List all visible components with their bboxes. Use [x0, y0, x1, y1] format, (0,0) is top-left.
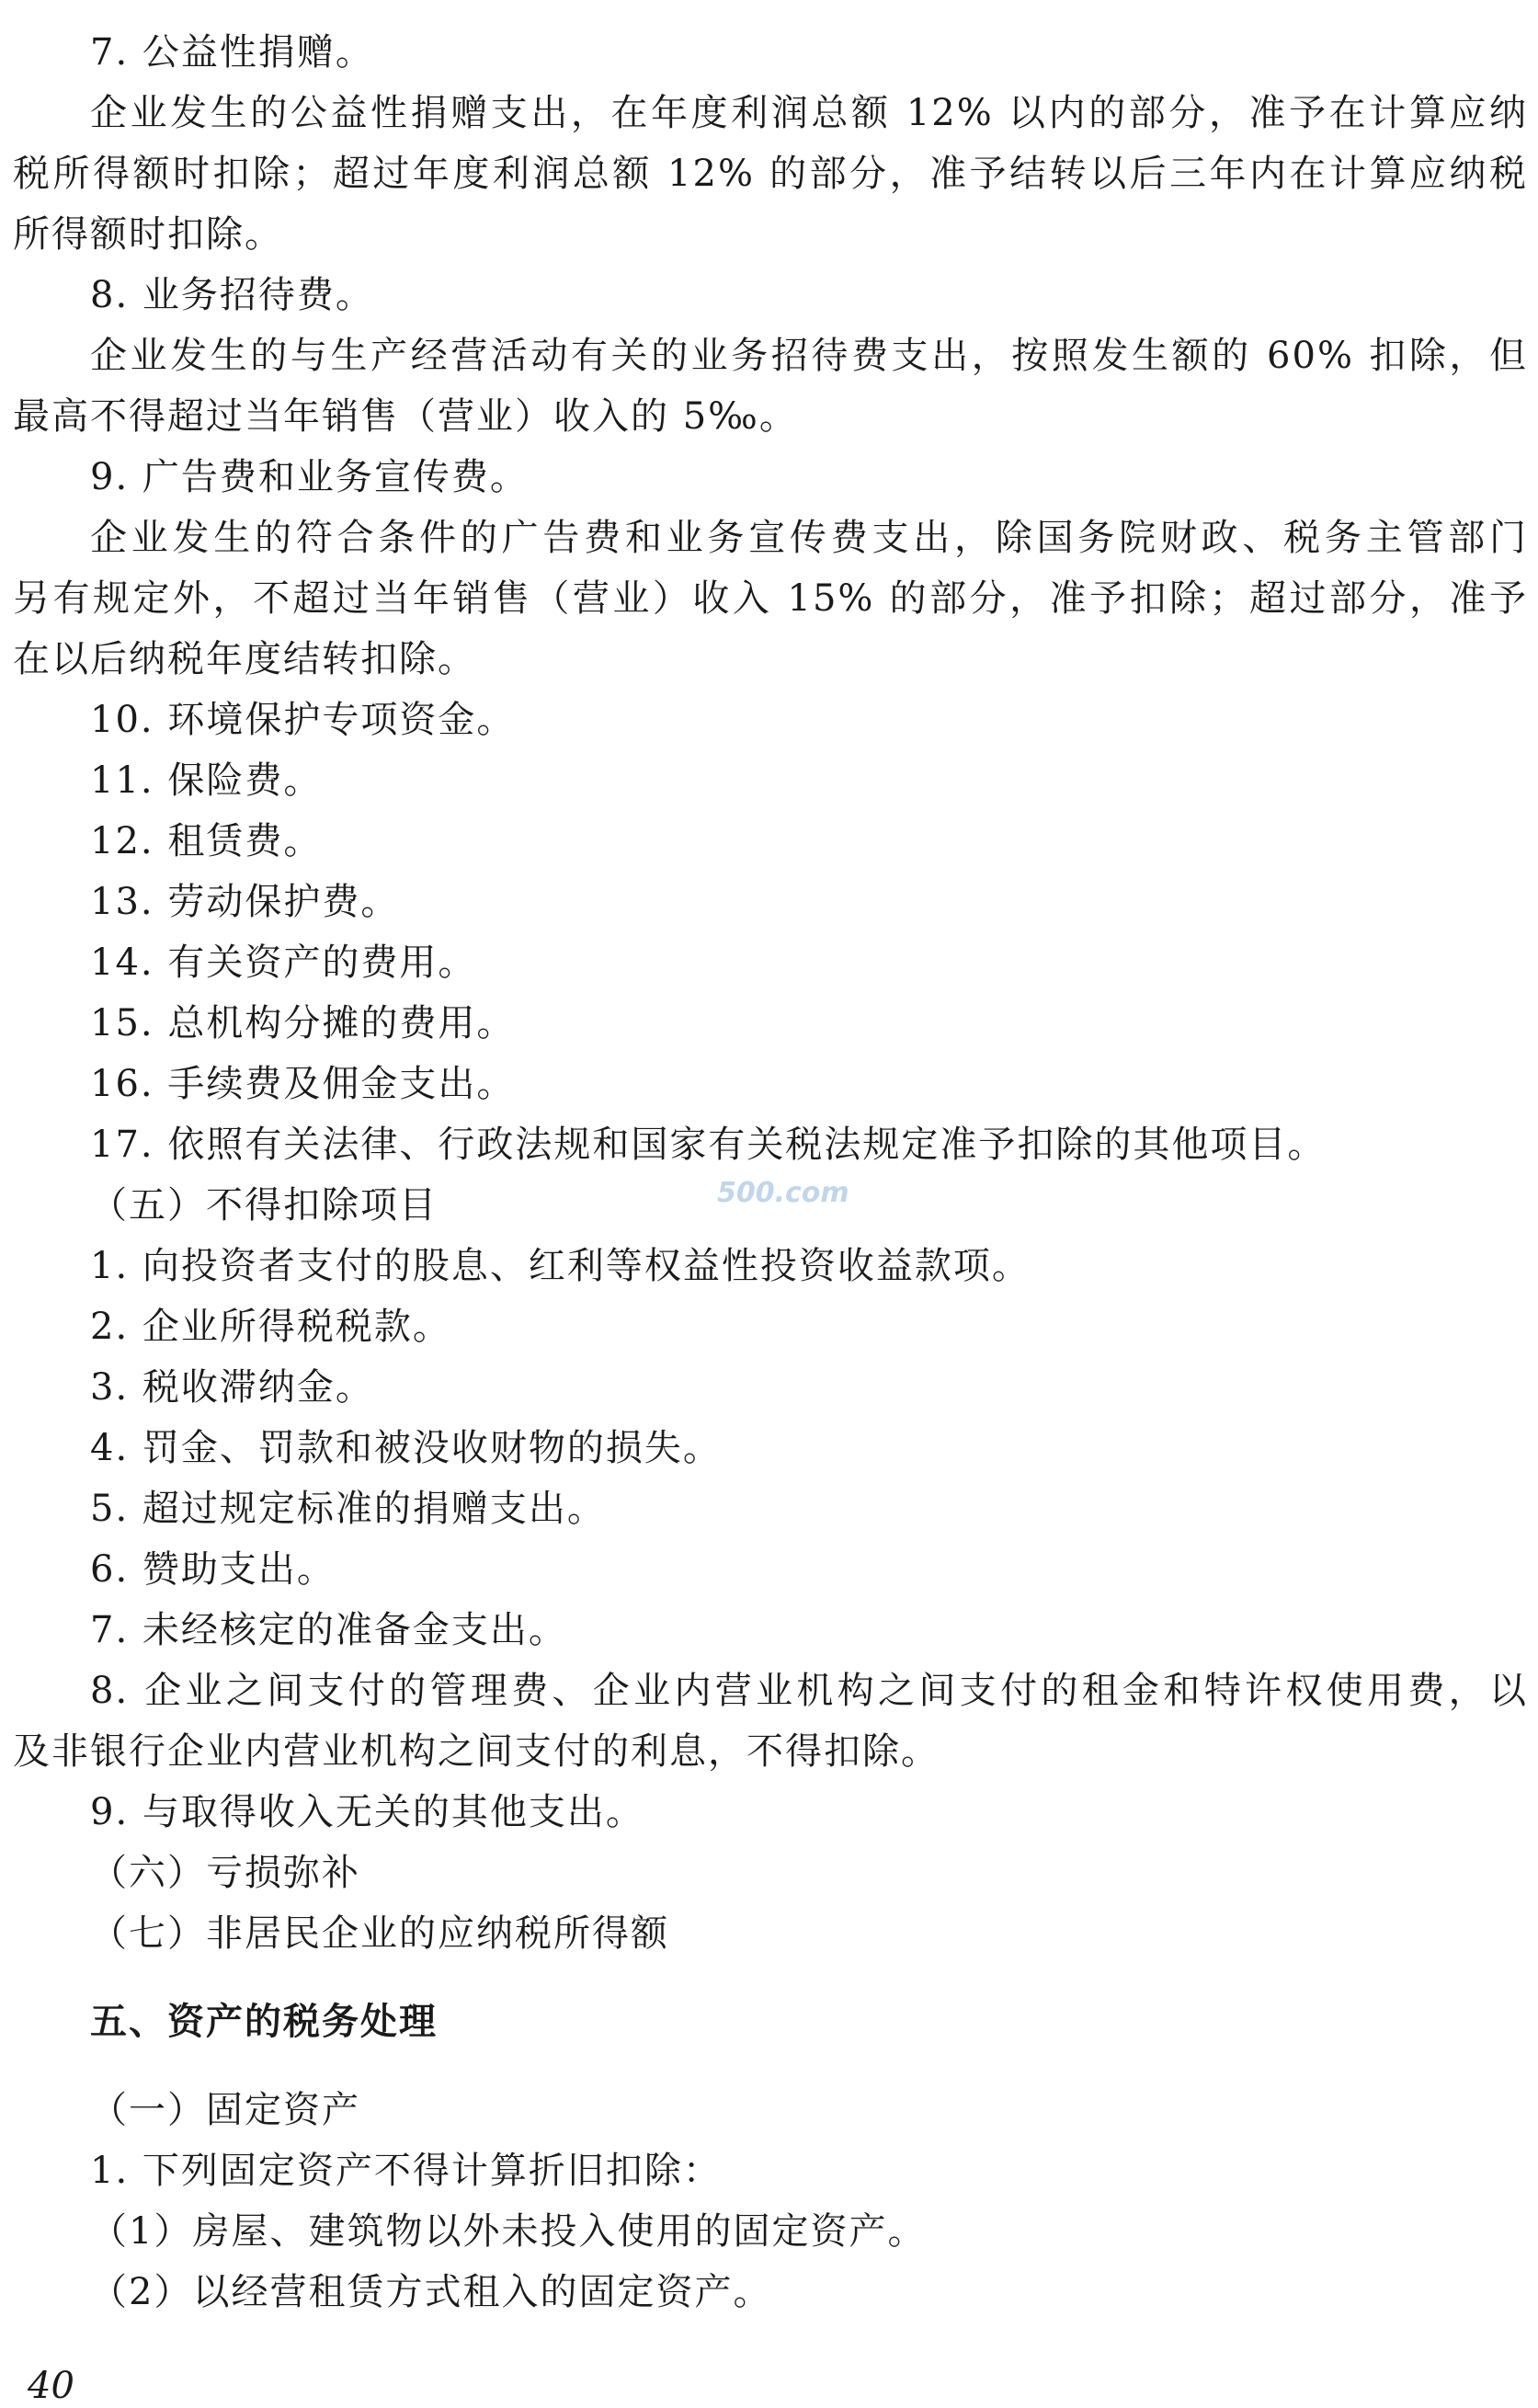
list-item: 4. 罚金、罚款和被没收财物的损失。 [90, 1427, 722, 1469]
subsection-heading: （一）固定资产 [90, 2089, 360, 2131]
subsection-heading: （六）亏损弥补 [90, 1852, 360, 1894]
list-item: 5. 超过规定标准的捐赠支出。 [90, 1488, 606, 1530]
paragraph-line: 及非银行企业内营业机构之间支付的利息，不得扣除。 [13, 1730, 940, 1773]
list-item: 10. 环境保护专项资金。 [90, 699, 516, 741]
watermark-logo: 500.com [717, 1177, 849, 1209]
page-number: 40 [28, 2365, 74, 2407]
list-item: 17. 依照有关法律、行政法规和国家有关税法规定准予扣除的其他项目。 [90, 1124, 1327, 1166]
list-item: 13. 劳动保护费。 [90, 881, 400, 923]
list-item: 2. 企业所得税税款。 [90, 1306, 451, 1348]
list-item: 7. 未经核定的准备金支出。 [90, 1609, 567, 1651]
item-heading: 7. 公益性捐赠。 [90, 31, 374, 74]
list-item: （2）以经营租赁方式租入的固定资产。 [90, 2271, 772, 2313]
list-item: 6. 赞助支出。 [90, 1548, 336, 1591]
paragraph-line: 另有规定外，不超过当年销售（营业）收入 15% 的部分，准予扣除；超过部分，准予 [13, 577, 1528, 620]
list-item: 9. 与取得收入无关的其他支出。 [90, 1791, 644, 1833]
subsection-heading: （七）非居民企业的应纳税所得额 [90, 1912, 669, 1955]
paragraph-line: 企业发生的与生产经营活动有关的业务招待费支出，按照发生额的 60% 扣除，但 [90, 335, 1528, 377]
section-heading: 五、资产的税务处理 [90, 2001, 438, 2043]
list-item: 16. 手续费及佣金支出。 [90, 1063, 516, 1105]
list-item: 15. 总机构分摊的费用。 [90, 1002, 516, 1044]
list-item: 1. 向投资者支付的股息、红利等权益性投资收益款项。 [90, 1245, 1031, 1287]
list-item: 3. 税收滞纳金。 [90, 1366, 374, 1409]
item-heading: 8. 业务招待费。 [90, 274, 374, 316]
subsection-heading: （五）不得扣除项目 [90, 1184, 438, 1227]
list-item: （1）房屋、建筑物以外未投入使用的固定资产。 [90, 2210, 927, 2253]
paragraph-line: 最高不得超过当年销售（营业）收入的 5‰。 [13, 395, 798, 438]
paragraph-line: 所得额时扣除。 [13, 213, 283, 256]
list-item: 1. 下列固定资产不得计算折旧扣除： [90, 2150, 722, 2192]
list-item: 11. 保险费。 [90, 759, 323, 802]
paragraph-line: 企业发生的符合条件的广告费和业务宣传费支出，除国务院财政、税务主管部门 [90, 517, 1528, 559]
item-heading: 9. 广告费和业务宣传费。 [90, 456, 529, 498]
paragraph-line: 税所得额时扣除；超过年度利润总额 12% 的部分，准予结转以后三年内在计算应纳税 [13, 153, 1528, 195]
list-item: 8. 企业之间支付的管理费、企业内营业机构之间支付的租金和特许权使用费，以 [90, 1670, 1528, 1712]
paragraph-line: 企业发生的公益性捐赠支出，在年度利润总额 12% 以内的部分，准予在计算应纳 [90, 92, 1528, 134]
list-item: 12. 租赁费。 [90, 820, 323, 862]
document-body [13, 22, 1528, 2322]
list-item: 14. 有关资产的费用。 [90, 942, 477, 984]
paragraph-line: 在以后纳税年度结转扣除。 [13, 638, 476, 680]
